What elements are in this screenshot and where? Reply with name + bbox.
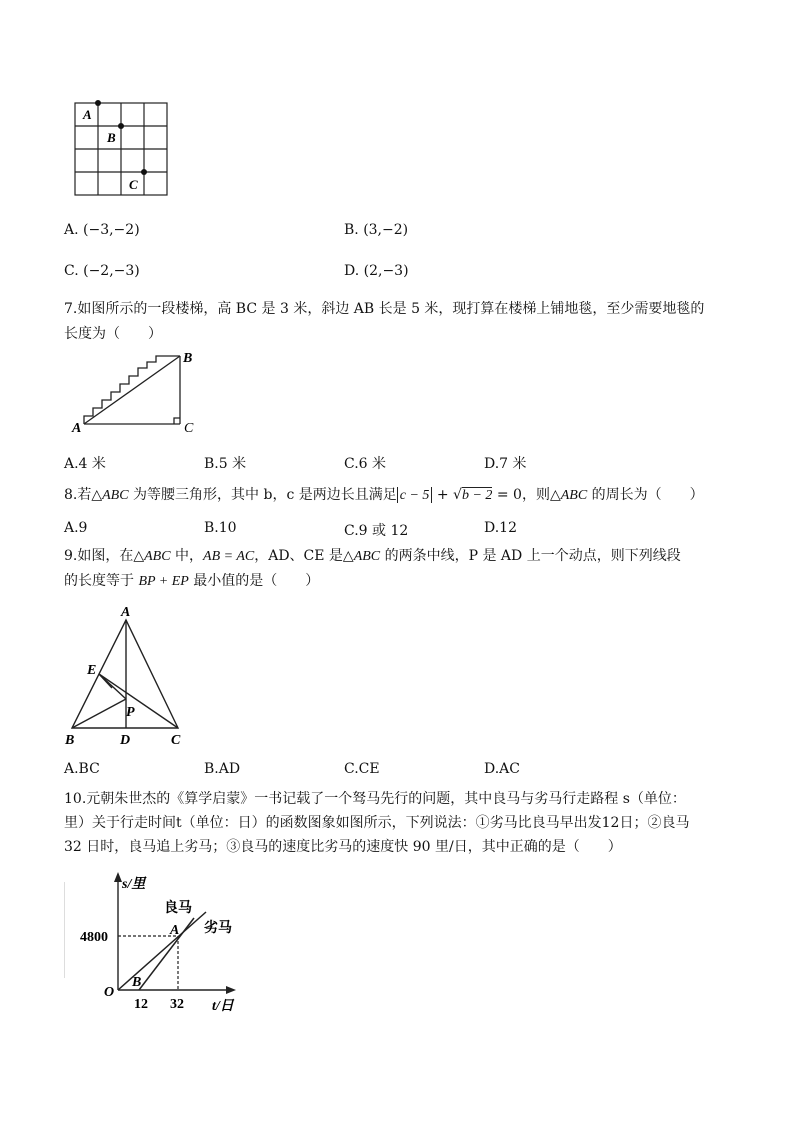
label-a: A: [83, 107, 92, 122]
q8-eq: = 0: [492, 487, 522, 503]
triangle-figure: [60, 604, 190, 750]
q8-stem: [64, 484, 704, 504]
origin-label: O: [104, 985, 115, 1000]
q9-bp-ep: BP + EP: [138, 574, 189, 589]
q6-option-b: B. (3,−2): [344, 222, 409, 238]
q8-prefix: 8.若△: [64, 487, 103, 503]
q7-option-d: D.7 米: [484, 456, 527, 472]
good-horse-label: 良马: [164, 901, 192, 916]
q8-option-c: C.9 或 12: [344, 523, 409, 539]
q6-option-c: C. (−2,−3): [64, 263, 140, 279]
q10-stem-line3: 32 日时，良马追上劣马；③良马的速度比劣马的速度快 90 里/日，其中正确的是（ ）: [64, 839, 622, 855]
q8-abc2: ABC: [560, 488, 588, 503]
q9-p4: 的两条中线，P 是 AD 上一个动点，则下列线段: [380, 548, 681, 564]
q8-plus: +: [432, 487, 454, 503]
q8-option-b: B.10: [204, 520, 237, 536]
q10-stem-line2: 里）关于行走时间t（单位：日）的函数图象如图所示，下列说法：①劣马比良马早出发12日；②良马: [64, 815, 690, 831]
q9-stem-line2: [64, 570, 319, 590]
tri-label-c: C: [171, 733, 181, 748]
q6-option-d: D. (2,−3): [344, 263, 409, 279]
poor-horse-label: 劣马: [204, 921, 232, 936]
q8-expr2: b − 2: [461, 488, 493, 503]
y-tick-4800: 4800: [80, 930, 108, 945]
q9-option-d: D.AC: [484, 761, 520, 777]
q8-suffix1: ，则△: [521, 487, 561, 503]
label-b: B: [107, 130, 116, 145]
stair-label-c: C: [184, 421, 194, 436]
q9-stem-line1: [64, 545, 681, 565]
tri-label-d: D: [120, 733, 131, 748]
q9-option-c: C.CE: [344, 761, 380, 777]
q7-option-a: A.4 米: [64, 456, 106, 472]
q9-line2-a: 的长度等于: [64, 573, 139, 589]
q7-stem-line1: 7.如图所示的一段楼梯，高 BC 是 3 米，斜边 AB 长是 5 米，现打算在楼梯上铺地毯，至少需要地毯的: [64, 301, 705, 317]
tri-label-e: E: [87, 663, 97, 678]
point-c: [141, 169, 147, 175]
q7-option-c: C.6 米: [344, 456, 387, 472]
q9-option-a: A.BC: [64, 761, 100, 777]
q9-abc: ABC: [144, 549, 171, 564]
q9-p1: 9.如图，在△: [64, 548, 145, 564]
label-c: C: [129, 177, 138, 192]
q8-option-a: A.9: [64, 520, 88, 536]
point-b-label: B: [132, 975, 142, 990]
q8-abs-expr: [397, 487, 433, 503]
q8-abc: ABC: [102, 488, 129, 503]
t-axis-label: t/日: [212, 999, 234, 1014]
x-tick-32: 32: [170, 997, 184, 1012]
q6-option-a: A. (−3,−2): [64, 222, 140, 238]
q8-mid: 为等腰三角形，其中 b，c 是两边长且满足: [128, 487, 397, 503]
horse-graph: [64, 870, 254, 1020]
tri-label-p: P: [126, 705, 135, 720]
q9-option-b: B.AD: [204, 761, 241, 777]
q7-stem-line2: 长度为（ ）: [64, 326, 162, 342]
point-b: [118, 123, 124, 129]
q9-ab-ac: AB = AC: [203, 549, 255, 564]
stair-label-b: B: [183, 351, 193, 366]
q8-sqrt-sign: √: [453, 487, 462, 503]
q9-p3: ，AD、CE 是△: [254, 548, 354, 564]
staircase-figure: [70, 348, 202, 436]
q10-stem-line1: 10.元朝朱世杰的《算学启蒙》一书记载了一个驽马先行的问题，其中良马与劣马行走路程 s（单位：: [64, 791, 686, 807]
s-axis-label: s/里: [122, 877, 146, 892]
q8-expr1: c − 5: [399, 488, 430, 503]
q7-option-b: B.5 米: [204, 456, 247, 472]
point-a-label: A: [170, 923, 180, 938]
q8-option-d: D.12: [484, 520, 517, 536]
x-tick-12: 12: [134, 997, 148, 1012]
grid-figure: [70, 98, 174, 202]
good-horse-line: [139, 918, 194, 990]
q9-abc2: ABC: [353, 549, 381, 564]
tri-label-a: A: [121, 605, 131, 620]
q9-line2-b: 最小值的是（ ）: [188, 573, 320, 589]
q9-p2: 中，: [170, 548, 204, 564]
point-a: [95, 100, 101, 106]
tri-label-b: B: [65, 733, 75, 748]
stair-label-a: A: [72, 421, 82, 436]
q8-suffix2: 的周长为（ ）: [587, 487, 704, 503]
